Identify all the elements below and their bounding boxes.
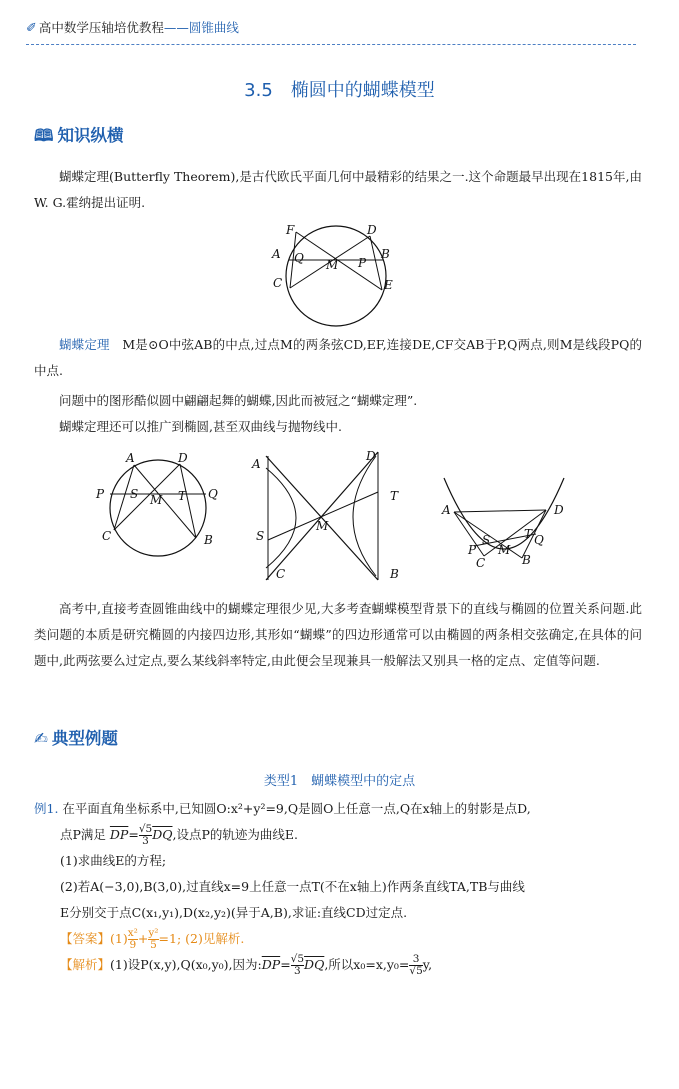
- analysis-label: 【解析】: [60, 957, 111, 972]
- theorem-label: 蝴蝶定理: [59, 337, 110, 352]
- fig4-label-D: D: [554, 503, 564, 517]
- example-1-line2: 点P满足 $\overline{DP}=$ $\frac{√5}{3}$ $\overline{DQ}$,设点P的轨迹为曲线E.: [60, 823, 298, 847]
- fig2-label-S: S: [130, 487, 139, 501]
- answer-fraction-x: $\frac{\text{x²}}{9}$: [127, 927, 138, 951]
- pen-nib-icon: ✐: [26, 21, 37, 36]
- fig4-label-T: T: [524, 527, 533, 541]
- fig3-label-B: B: [390, 567, 399, 581]
- fig1-label-B: B: [381, 247, 390, 261]
- fig4-label-Q: Q: [534, 533, 544, 547]
- fig1-label-E: E: [384, 278, 393, 292]
- fraction-sqrt5-over-3: $\frac{√5}{3}$: [138, 823, 153, 847]
- header-title: 高中数学压轴培优教程: [38, 20, 164, 35]
- page-header: [26, 18, 636, 42]
- fig3-label-D: D: [366, 449, 376, 463]
- fig4-label-P: P: [468, 543, 477, 557]
- fig4-label-B: B: [522, 553, 531, 567]
- header-subtitle: 圆锥曲线: [188, 20, 239, 35]
- header-divider: [26, 44, 636, 45]
- fig1-label-M: M: [326, 258, 339, 272]
- fig1-label-P: P: [358, 256, 367, 270]
- vector-dp: $\overline{DP}$: [109, 827, 129, 842]
- fig4-label-M: M: [498, 543, 511, 557]
- fig3-label-M: M: [316, 519, 329, 533]
- fig3-label-S: S: [256, 529, 265, 543]
- fig2-label-T: T: [178, 489, 187, 503]
- example-1-label: 例1.: [34, 801, 59, 816]
- figure-hyperbola-butterfly: [250, 448, 410, 588]
- paragraph-3: 蝴蝶定理还可以推广到椭圆,甚至双曲线与抛物线中.: [59, 419, 342, 434]
- example-1: [34, 796, 642, 978]
- theorem-paragraph: [34, 332, 642, 384]
- fig2-label-A: A: [126, 451, 135, 465]
- vector-dq: $\overline{DQ}$: [152, 827, 173, 842]
- answer-line: 【答案】(1) $\frac{\text{x²}}{9}$ + $\frac{\text{y²}}{5}$ =1; (2)见解析.: [60, 927, 245, 951]
- analysis-fraction-sqrt5: $\frac{√5}{3}$: [290, 953, 305, 977]
- question-2-line2: E分别交于点C(x₁,y₁),D(x₂,y₂)(异于A,B),求证:直线CD过定点.: [60, 905, 408, 920]
- fig1-label-F: F: [286, 223, 295, 237]
- fig2-label-B: B: [204, 533, 213, 547]
- open-book-icon: 🕮: [34, 126, 54, 145]
- question-2-line1: (2)若A(−3,0),B(3,0),过直线x=9上任意一点T(不在x轴上)作两条直线TA,TB与曲线: [60, 879, 525, 894]
- figure-parabola-butterfly: [436, 470, 576, 574]
- answer-label: 【答案】: [60, 931, 111, 946]
- fig4-label-S: S: [482, 533, 491, 547]
- figure-circle-chords: [92, 448, 222, 560]
- fig1-label-A: A: [272, 247, 281, 261]
- fig2-label-D: D: [178, 451, 188, 465]
- section-title: 3.5 椭圆中的蝴蝶模型: [244, 80, 435, 101]
- fig3-label-C: C: [276, 567, 286, 581]
- fig2-label-P: P: [96, 487, 105, 501]
- fig1-label-D: D: [367, 223, 377, 237]
- fig2-label-M: M: [150, 493, 163, 507]
- question-1: (1)求曲线E的方程;: [60, 853, 167, 868]
- type-title: 类型1 蝴蝶模型中的定点: [263, 774, 416, 789]
- fig1-label-Q: Q: [294, 251, 304, 265]
- figure-circle-butterfly: [262, 222, 412, 328]
- intro-paragraph: 蝴蝶定理(Butterfly Theorem),是古代欧氏平面几何中最精彩的结果之一.这个命题最早出现在1815年,由W. G.霍纳提出证明.: [34, 169, 642, 210]
- fig4-label-C: C: [476, 556, 486, 570]
- example-1-line1: 在平面直角坐标系中,已知圆O:x²+y²=9,Q是圆O上任意一点,Q在x轴上的射影是点D,: [62, 801, 531, 816]
- fig3-label-T: T: [390, 489, 399, 503]
- fig1-label-C: C: [273, 276, 283, 290]
- analysis-line: 【解析】(1)设P(x,y),Q(x₀,y₀),因为$:\overline{DP}=$ $\frac{√5}{3}$ $\overline{DQ}$,所以x₀=x,y₀= $\frac{3}{√5}$ y,: [60, 953, 433, 977]
- paragraph-4: 高考中,直接考查圆锥曲线中的蝴蝶定理很少见,大多考查蝴蝶模型背景下的直线与椭圆的位置关系问题.此类问题的本质是研究椭圆的内接四边形,其形如“蝴蝶”的四边形通常可以由椭圆的两条相交弦确定,在具体的问题中,此两弦要么过定点,要么某线斜率特定,由此便会呈现兼具一般解法又别具一格的定点、定值等问题.: [34, 601, 642, 668]
- fig4-label-A: A: [442, 503, 451, 517]
- header-dash: ——: [163, 20, 189, 35]
- fig2-label-Q: Q: [208, 487, 218, 501]
- fig2-label-C: C: [102, 529, 112, 543]
- theorem-text: M是⊙O中弦AB的中点,过点M的两条弦CD,EF,连接DE,CF交AB于P,Q两点,则M是线段PQ的中点.: [34, 337, 642, 378]
- knowledge-heading: 🕮 知识纵横: [34, 126, 124, 145]
- paragraph-2: 问题中的图形酷似圆中翩翩起舞的蝴蝶,因此而被冠之“蝴蝶定理”.: [59, 393, 418, 408]
- answer-fraction-y: $\frac{\text{y²}}{5}$: [148, 927, 159, 951]
- analysis-fraction-3-sqrt5: $\frac{3}{√5}$: [409, 953, 423, 977]
- examples-heading: ✍ 典型例题: [34, 729, 118, 748]
- writing-hand-icon: ✍: [34, 729, 48, 748]
- fig3-label-A: A: [252, 457, 261, 471]
